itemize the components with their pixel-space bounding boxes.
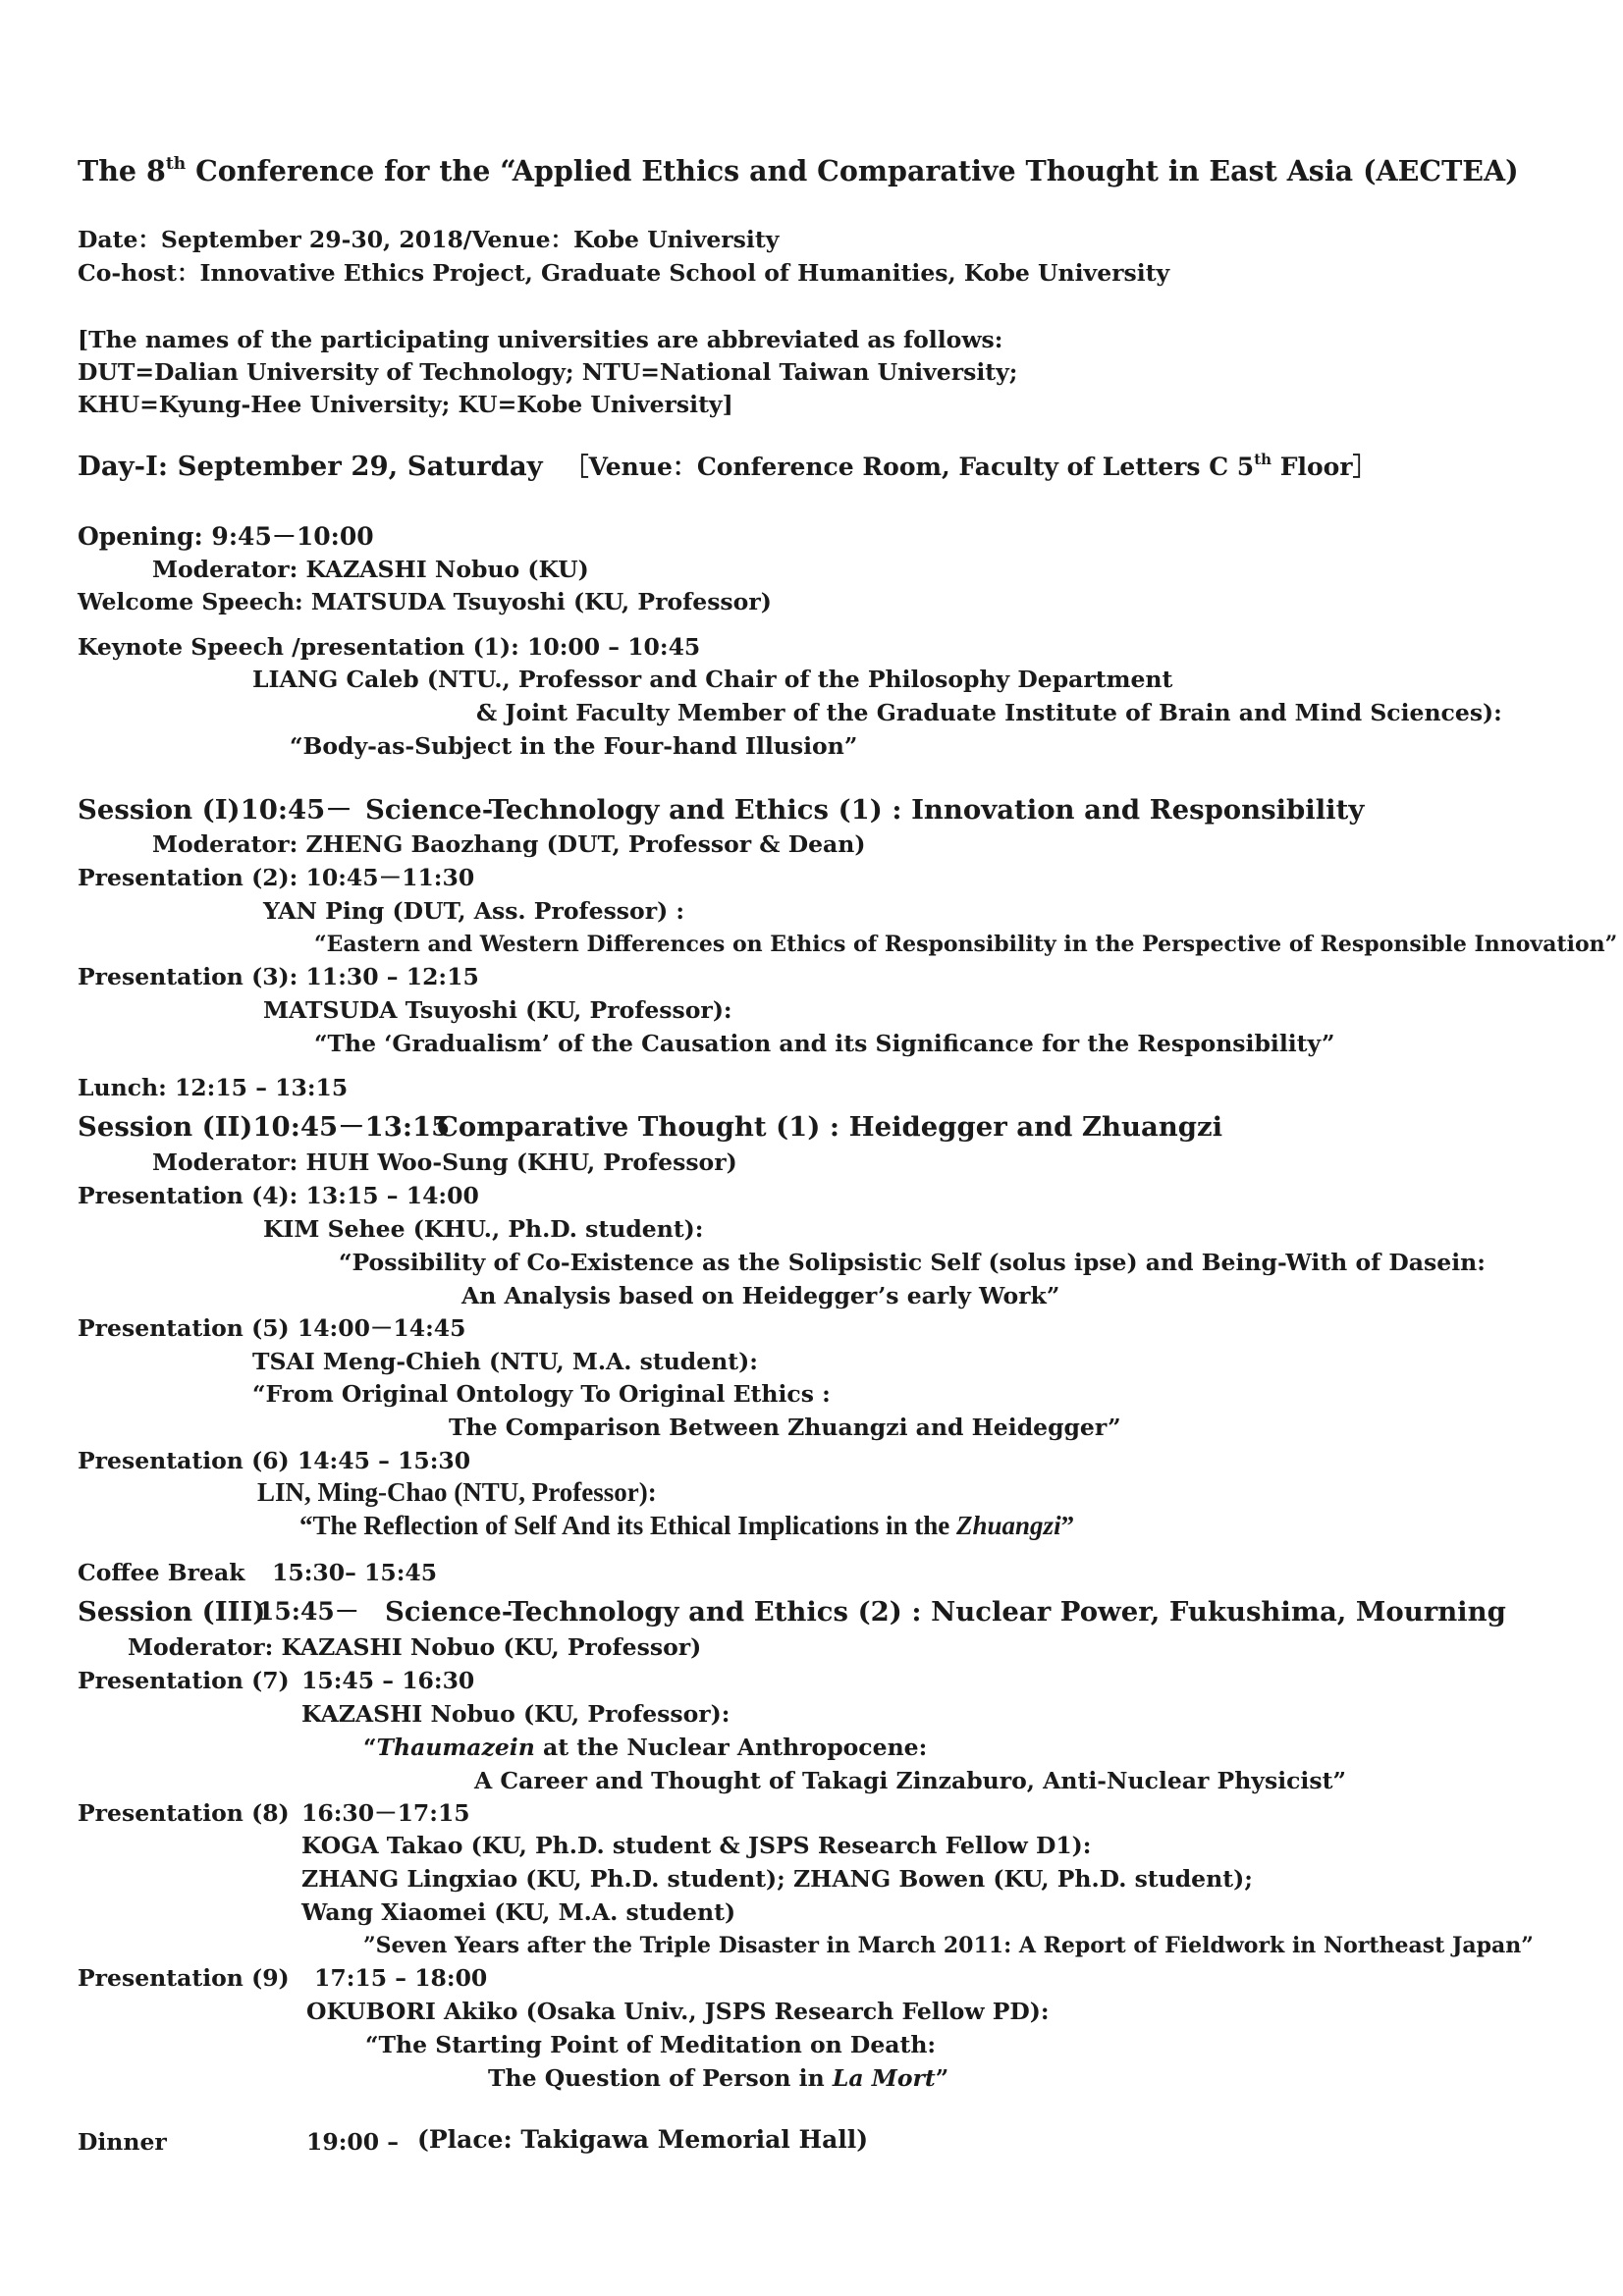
dinner-label: Dinner bbox=[78, 2128, 167, 2156]
presentation-9-title-line-1: “The Starting Point of Meditation on Death: bbox=[365, 2031, 937, 2058]
presentation-8-speaker-3: Wang Xiaomei (KU, M.A. student) bbox=[301, 1898, 736, 1926]
presentation-7-speaker: KAZASHI Nobuo (KU, Professor): bbox=[301, 1700, 730, 1728]
opening-moderator: Moderator: KAZASHI Nobuo (KU) bbox=[152, 556, 589, 583]
presentation-5-speaker: TSAI Meng-Chieh (NTU, M.A. student): bbox=[252, 1348, 758, 1375]
coffee-break-time: 15:30– 15:45 bbox=[272, 1559, 438, 1586]
presentation-5-title-line-2: The Comparison Between Zhuangzi and Heidegger” bbox=[449, 1414, 1121, 1441]
presentation-3-title: “The ‘Gradualism’ of the Causation and its Significance for the Responsibility” bbox=[314, 1030, 1335, 1057]
keynote-speaker: LIANG Caleb (NTU., Professor and Chair of the Philosophy Department bbox=[252, 666, 1173, 693]
presentation-9-label: Presentation (9) bbox=[78, 1964, 290, 1992]
session-3-time: 15:45－ bbox=[257, 1597, 359, 1626]
welcome-speech: Welcome Speech: MATSUDA Tsuyoshi (KU, Professor) bbox=[78, 588, 772, 615]
session-3-label: Session (III) bbox=[78, 1596, 266, 1628]
session-2-theme: Comparative Thought (1) : Heidegger and Zhuangzi bbox=[437, 1111, 1223, 1143]
presentation-4-title-line-2: An Analysis based on Heidegger’s early Work” bbox=[461, 1282, 1060, 1309]
presentation-4-label: Presentation (4): 13:15 – 14:00 bbox=[78, 1182, 479, 1209]
presentation-6-title: “The Reflection of Self And its Ethical Implications in the Zhuangzi” bbox=[299, 1511, 1075, 1540]
session-1-moderator: Moderator: ZHENG Baozhang (DUT, Professor & Dean) bbox=[152, 830, 866, 858]
presentation-3-speaker: MATSUDA Tsuyoshi (KU, Professor): bbox=[263, 996, 732, 1024]
presentation-2-label: Presentation (2): 10:45－11:30 bbox=[78, 864, 475, 891]
presentation-5-title-line-1: “From Original Ontology To Original Ethics : bbox=[252, 1380, 831, 1408]
keynote-label: Keynote Speech /presentation (1): 10:00 – 10:45 bbox=[78, 633, 701, 661]
presentation-7-title-line-1: “Thaumazein at the Nuclear Anthropocene: bbox=[363, 1734, 928, 1761]
lunch-line: Lunch: 12:15 – 13:15 bbox=[78, 1074, 349, 1101]
session-1-theme: Science-Technology and Ethics (1) : Innovation and Responsibility bbox=[365, 794, 1365, 826]
presentation-8-title: ”Seven Years after the Triple Disaster in March 2011: A Report of Fieldwork in Northeast Japan” bbox=[363, 1933, 1534, 1958]
cohost-line: Co-host：Innovative Ethics Project, Graduate School of Humanities, Kobe University bbox=[78, 259, 1170, 287]
page-title: The 8th Conference for the “Applied Ethics and Comparative Thought in East Asia (AECTEA) bbox=[78, 153, 1519, 187]
presentation-9-time: 17:15 – 18:00 bbox=[314, 1964, 488, 1992]
presentation-9-speaker: OKUBORI Akiko (Osaka Univ., JSPS Research Fellow PD): bbox=[306, 1998, 1050, 2025]
session-2-moderator: Moderator: HUH Woo-Sung (KHU, Professor) bbox=[152, 1148, 737, 1176]
presentation-7-title-line-2: A Career and Thought of Takagi Zinzaburo, Anti-Nuclear Physicist” bbox=[474, 1767, 1346, 1794]
presentation-7-label: Presentation (7) bbox=[78, 1667, 290, 1694]
presentation-8-time: 16:30－17:15 bbox=[301, 1799, 470, 1827]
abbrev-line-2: DUT=Dalian University of Technology; NTU=National Taiwan University; bbox=[78, 358, 1018, 386]
session-2-label: Session (II)10:45－13:15 bbox=[78, 1111, 451, 1143]
dinner-place: (Place: Takigawa Memorial Hall) bbox=[417, 2125, 869, 2154]
opening-label: Opening: 9:45－10:00 bbox=[78, 522, 374, 551]
dinner-time: 19:00 – bbox=[306, 2128, 400, 2156]
session-3-theme: Science-Technology and Ethics (2) : Nuclear Power, Fukushima, Mourning bbox=[385, 1596, 1506, 1628]
presentation-9-title-line-2: The Question of Person in La Mort” bbox=[488, 2064, 949, 2092]
presentation-2-speaker: YAN Ping (DUT, Ass. Professor) : bbox=[263, 897, 685, 925]
presentation-8-speaker-2: ZHANG Lingxiao (KU, Ph.D. student); ZHANG Bowen (KU, Ph.D. student); bbox=[301, 1865, 1253, 1893]
session-1-label: Session (I)10:45－ bbox=[78, 794, 352, 826]
presentation-4-speaker: KIM Sehee (KHU., Ph.D. student): bbox=[263, 1215, 704, 1243]
day-heading: Day-I: September 29, Saturday ［Venue：Conference Room, Faculty of Letters C 5th Floor］ bbox=[78, 451, 1378, 482]
session-3-moderator: Moderator: KAZASHI Nobuo (KU, Professor) bbox=[128, 1633, 702, 1661]
presentation-6-speaker: LIN, Ming-Chao (NTU, Professor): bbox=[257, 1477, 657, 1507]
presentation-8-label: Presentation (8) bbox=[78, 1799, 290, 1827]
date-venue-line: Date：September 29-30, 2018/Venue：Kobe University bbox=[78, 226, 780, 253]
presentation-7-time: 15:45 – 16:30 bbox=[301, 1667, 475, 1694]
abbrev-line-3: KHU=Kyung-Hee University; KU=Kobe University] bbox=[78, 391, 733, 418]
presentation-3-label: Presentation (3): 11:30 – 12:15 bbox=[78, 963, 479, 990]
presentation-8-speaker-1: KOGA Takao (KU, Ph.D. student & JSPS Research Fellow D1): bbox=[301, 1832, 1092, 1859]
presentation-5-label: Presentation (5) 14:00－14:45 bbox=[78, 1314, 466, 1342]
keynote-title: “Body-as-Subject in the Four-hand Illusion” bbox=[290, 732, 858, 760]
presentation-4-title-line-1: “Possibility of Co-Existence as the Solipsistic Self (solus ipse) and Being-With of Dasein: bbox=[339, 1249, 1486, 1276]
presentation-6-label: Presentation (6) 14:45 – 15:30 bbox=[78, 1447, 471, 1474]
coffee-break-label: Coffee Break bbox=[78, 1559, 245, 1586]
abbrev-line-1: [The names of the participating universities are abbreviated as follows: bbox=[78, 326, 1003, 353]
keynote-affiliation: & Joint Faculty Member of the Graduate Institute of Brain and Mind Sciences): bbox=[476, 699, 1502, 726]
presentation-2-title: “Eastern and Western Differences on Ethics of Responsibility in the Perspective of Responsible Innovation” bbox=[314, 932, 1618, 957]
